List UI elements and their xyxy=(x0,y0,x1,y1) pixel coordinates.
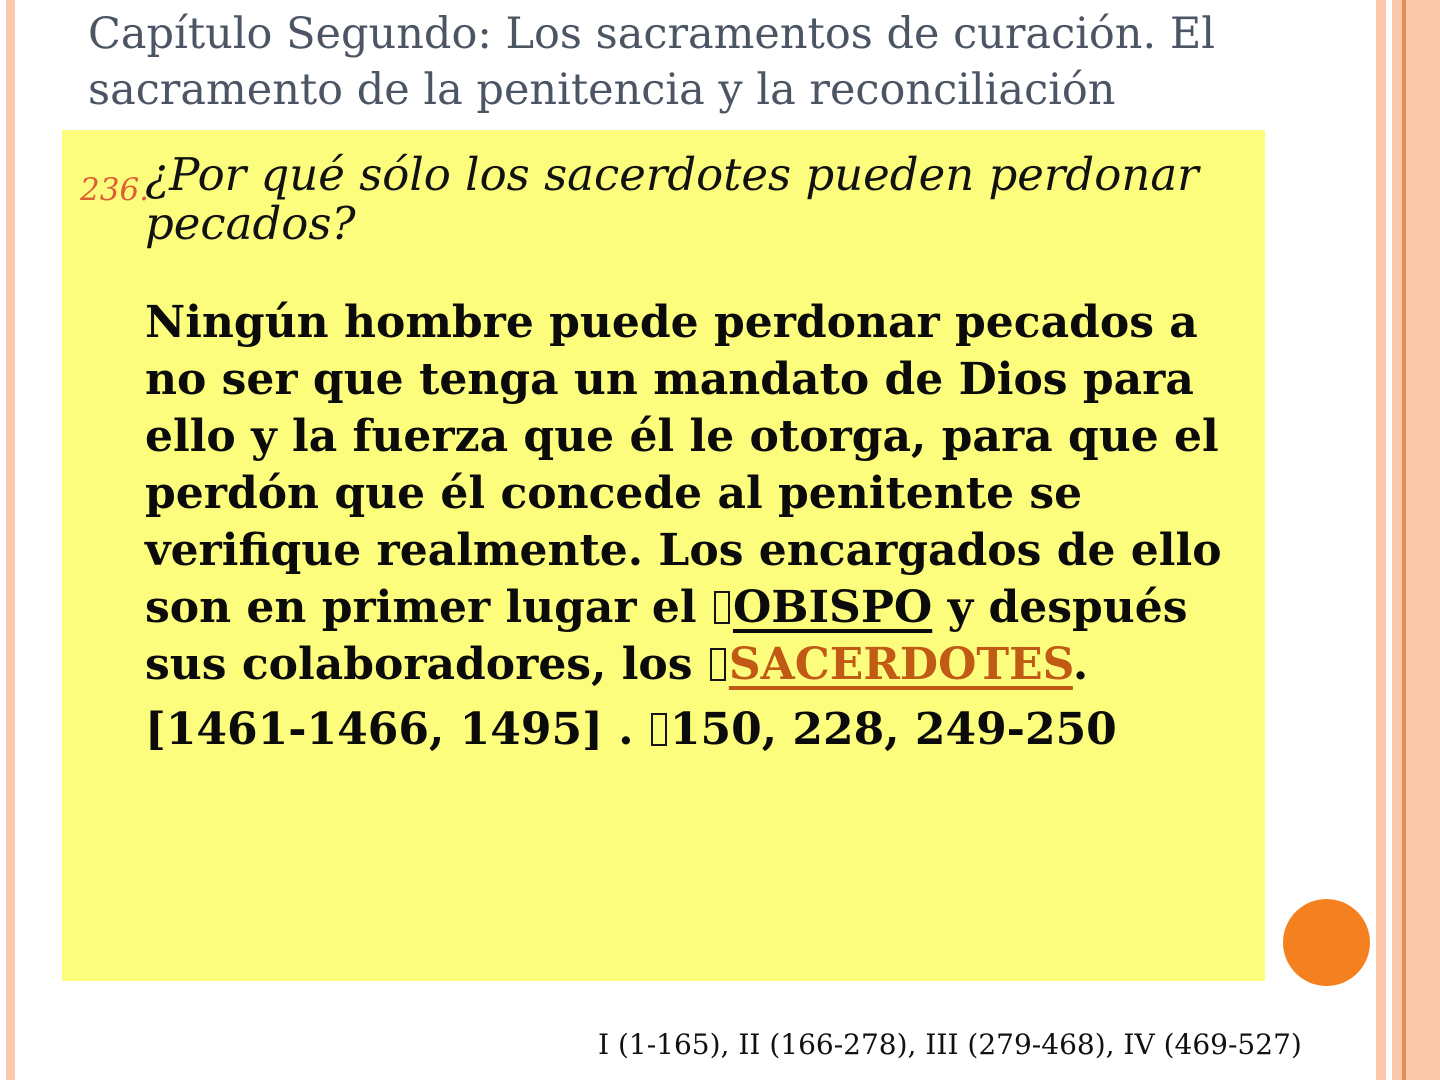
question-text: ¿Por qué sólo los sacerdotes pueden perdonar pecados? xyxy=(145,148,1199,250)
missing-glyph-box-icon xyxy=(714,591,730,624)
content-panel xyxy=(62,130,1265,981)
missing-glyph-box-icon xyxy=(710,648,726,681)
sentence-period: . xyxy=(1072,639,1089,690)
right-accent-stripe-thin xyxy=(1376,0,1386,1080)
right-accent-stripe-inner-line xyxy=(1402,0,1406,1080)
question-block xyxy=(62,130,1265,248)
answer-text-part1: Ningún hombre puede perdonar pecados a no ser que tenga un mandato de Dios para ello y la fuerza que él le otorga, para que el perdón que él concede al penitente se verifique realmente. Los encargados de ello son en primer lugar el xyxy=(145,297,1222,633)
references-part1: [1461-1466, 1495] . xyxy=(145,704,649,755)
left-accent-stripe xyxy=(6,0,15,1080)
references-part2: 150, 228, 249-250 xyxy=(669,704,1117,755)
references-line xyxy=(145,701,1237,758)
obispo-term-label: OBISPO xyxy=(732,582,933,633)
decorative-circle xyxy=(1283,899,1370,986)
sacerdotes-term-label: SACERDOTES xyxy=(728,639,1073,690)
answer-paragraph xyxy=(145,294,1237,758)
sacerdotes-term xyxy=(708,639,1073,690)
right-accent-stripe-band xyxy=(1392,0,1440,1080)
question-number: 236. xyxy=(80,172,150,208)
obispo-term xyxy=(712,582,932,633)
footer-index: I (1-165), II (166-278), III (279-468), IV (469-527) xyxy=(598,1028,1302,1061)
missing-glyph-box-icon xyxy=(651,713,667,746)
answer-text-part2: y después sus colaboradores, los xyxy=(145,582,1188,690)
page-title: Capítulo Segundo: Los sacramentos de curación. El sacramento de la penitencia y la reconciliación xyxy=(88,9,1215,115)
